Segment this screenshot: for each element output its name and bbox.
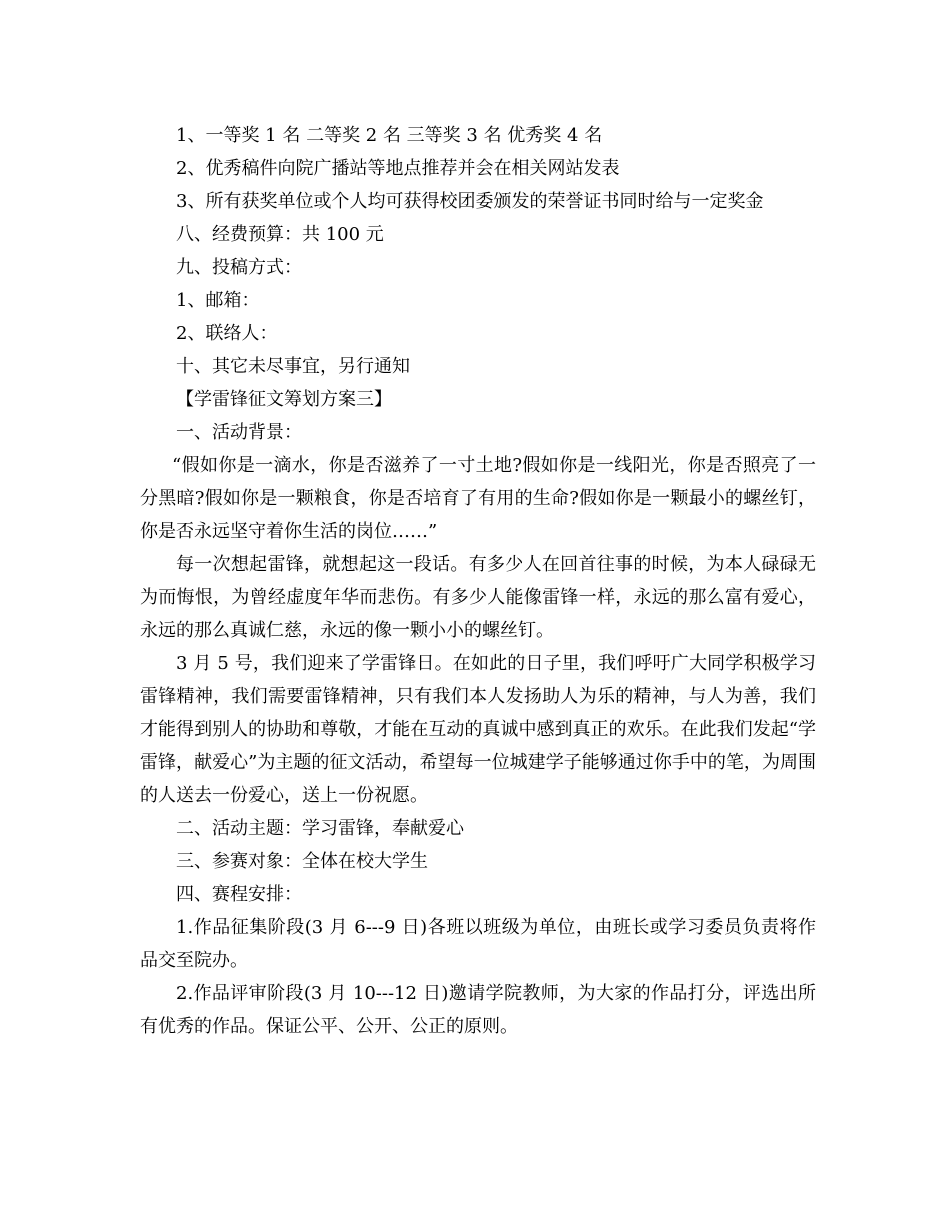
- background-heading: 一、活动背景：: [176, 422, 302, 443]
- plan-three-title: 【学雷锋征文筹划方案三】: [176, 389, 392, 410]
- document-page: [140, 119, 816, 1043]
- certificate-line: 3、所有获奖单位或个人均可获得校团委颁发的荣誉证书同时给与一定奖金: [176, 191, 764, 212]
- schedule-item-2: 2.作品评审阶段(3 月 10---12 日)邀请学院教师，为大家的作品打分，评选出所有优秀的作品。保证公平、公开、公正的原则。: [140, 983, 816, 1037]
- awards-line: 1、一等奖 1 名 二等奖 2 名 三等奖 3 名 优秀奖 4 名: [176, 125, 603, 146]
- submission-heading: 九、投稿方式：: [176, 257, 302, 278]
- other-matters-heading: 十、其它未尽事宜，另行通知: [176, 356, 410, 377]
- schedule-item-1: 1.作品征集阶段(3 月 6---9 日)各班以班级为单位，由班长或学习委员负责将作品交至院办。: [140, 917, 816, 971]
- theme-heading: 二、活动主题：学习雷锋，奉献爱心: [176, 818, 464, 839]
- budget-heading: 八、经费预算：共 100 元: [176, 224, 384, 245]
- body-paragraph-1: 每一次想起雷锋，就想起这一段话。有多少人在回首往事的时候，为本人碌碌无为而悔恨，为曾经虚度年华而悲伤。有多少人能像雷锋一样，永远的那么富有爱心，永远的那么真诚仁慈，永远的像一颗小小的螺丝钉。: [140, 554, 816, 641]
- body-paragraph-2: 3 月 5 号，我们迎来了学雷锋日。在如此的日子里，我们呼吁广大同学积极学习雷锋精神，我们需要雷锋精神，只有我们本人发扬助人为乐的精神，与人为善，我们才能得到别人的协助和尊敬，才能在互动的真诚中感到真正的欢乐。在此我们发起“学雷锋，献爱心”为主题的征文活动，希望每一位城建学子能够通过你手中的笔，为周围的人送去一份爱心，送上一份祝愿。: [140, 653, 816, 806]
- quote-paragraph: “假如你是一滴水，你是否滋养了一寸土地?假如你是一线阳光，你是否照亮了一分黑暗?假如你是一颗粮食，你是否培育了有用的生命?假如你是一颗最小的螺丝钉，你是否永远坚守着你生活的岗位……”: [140, 455, 816, 542]
- publication-line: 2、优秀稿件向院广播站等地点推荐并会在相关网站发表: [176, 158, 620, 179]
- contact-line: 2、联络人：: [176, 323, 278, 344]
- schedule-heading: 四、赛程安排：: [176, 884, 302, 905]
- participants-heading: 三、参赛对象：全体在校大学生: [176, 851, 428, 872]
- email-line: 1、邮箱：: [176, 290, 260, 311]
